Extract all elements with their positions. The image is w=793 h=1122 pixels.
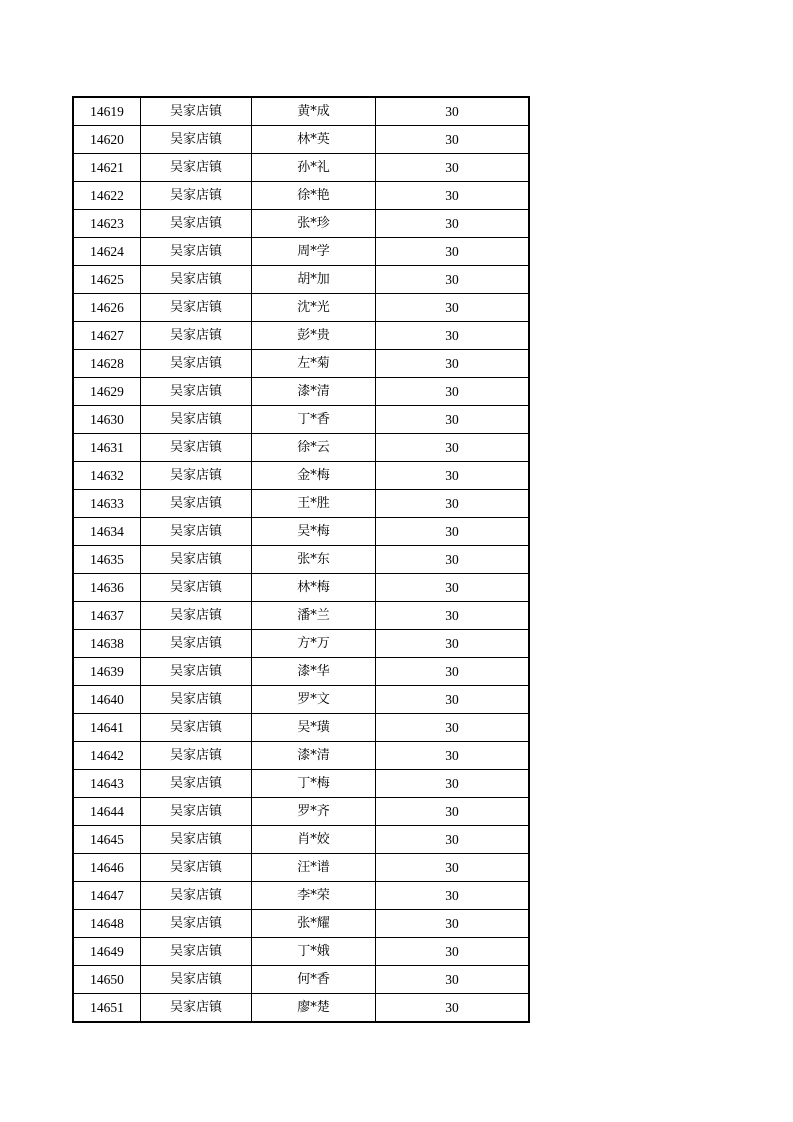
person-name-cell: 漆*华 bbox=[252, 658, 376, 686]
table-row bbox=[73, 294, 529, 322]
table-row bbox=[73, 854, 529, 882]
amount-cell: 30 bbox=[376, 854, 530, 882]
person-name-cell: 左*菊 bbox=[252, 350, 376, 378]
town-cell: 吴家店镇 bbox=[141, 322, 252, 350]
amount-cell: 30 bbox=[376, 210, 530, 238]
row-id-cell: 14620 bbox=[73, 126, 141, 154]
town-cell: 吴家店镇 bbox=[141, 798, 252, 826]
amount-cell: 30 bbox=[376, 350, 530, 378]
row-id-cell: 14622 bbox=[73, 182, 141, 210]
amount-cell: 30 bbox=[376, 798, 530, 826]
amount-cell: 30 bbox=[376, 966, 530, 994]
amount-cell: 30 bbox=[376, 266, 530, 294]
town-cell: 吴家店镇 bbox=[141, 602, 252, 630]
amount-cell: 30 bbox=[376, 658, 530, 686]
table-row bbox=[73, 574, 529, 602]
person-name-cell: 黄*成 bbox=[252, 97, 376, 126]
amount-cell: 30 bbox=[376, 238, 530, 266]
data-table bbox=[72, 96, 530, 1023]
amount-cell: 30 bbox=[376, 910, 530, 938]
table-row bbox=[73, 266, 529, 294]
town-cell: 吴家店镇 bbox=[141, 434, 252, 462]
person-name-cell: 漆*清 bbox=[252, 742, 376, 770]
row-id-cell: 14641 bbox=[73, 714, 141, 742]
town-cell: 吴家店镇 bbox=[141, 686, 252, 714]
row-id-cell: 14624 bbox=[73, 238, 141, 266]
row-id-cell: 14651 bbox=[73, 994, 141, 1023]
town-cell: 吴家店镇 bbox=[141, 826, 252, 854]
person-name-cell: 吴*梅 bbox=[252, 518, 376, 546]
amount-cell: 30 bbox=[376, 182, 530, 210]
row-id-cell: 14621 bbox=[73, 154, 141, 182]
row-id-cell: 14645 bbox=[73, 826, 141, 854]
table-row bbox=[73, 966, 529, 994]
town-cell: 吴家店镇 bbox=[141, 238, 252, 266]
row-id-cell: 14626 bbox=[73, 294, 141, 322]
table-row bbox=[73, 182, 529, 210]
table-row bbox=[73, 518, 529, 546]
row-id-cell: 14643 bbox=[73, 770, 141, 798]
row-id-cell: 14633 bbox=[73, 490, 141, 518]
person-name-cell: 金*梅 bbox=[252, 462, 376, 490]
person-name-cell: 徐*艳 bbox=[252, 182, 376, 210]
amount-cell: 30 bbox=[376, 546, 530, 574]
person-name-cell: 孙*礼 bbox=[252, 154, 376, 182]
town-cell: 吴家店镇 bbox=[141, 742, 252, 770]
person-name-cell: 李*荣 bbox=[252, 882, 376, 910]
table-row bbox=[73, 126, 529, 154]
town-cell: 吴家店镇 bbox=[141, 574, 252, 602]
amount-cell: 30 bbox=[376, 686, 530, 714]
row-id-cell: 14623 bbox=[73, 210, 141, 238]
amount-cell: 30 bbox=[376, 126, 530, 154]
row-id-cell: 14650 bbox=[73, 966, 141, 994]
amount-cell: 30 bbox=[376, 294, 530, 322]
amount-cell: 30 bbox=[376, 770, 530, 798]
person-name-cell: 何*香 bbox=[252, 966, 376, 994]
amount-cell: 30 bbox=[376, 97, 530, 126]
row-id-cell: 14644 bbox=[73, 798, 141, 826]
town-cell: 吴家店镇 bbox=[141, 406, 252, 434]
amount-cell: 30 bbox=[376, 490, 530, 518]
table-body bbox=[73, 97, 529, 1022]
row-id-cell: 14630 bbox=[73, 406, 141, 434]
row-id-cell: 14625 bbox=[73, 266, 141, 294]
table-row bbox=[73, 602, 529, 630]
table-row bbox=[73, 378, 529, 406]
amount-cell: 30 bbox=[376, 462, 530, 490]
table-row bbox=[73, 686, 529, 714]
town-cell: 吴家店镇 bbox=[141, 770, 252, 798]
table-row bbox=[73, 154, 529, 182]
table-row bbox=[73, 826, 529, 854]
person-name-cell: 丁*梅 bbox=[252, 770, 376, 798]
table-row bbox=[73, 742, 529, 770]
town-cell: 吴家店镇 bbox=[141, 462, 252, 490]
row-id-cell: 14646 bbox=[73, 854, 141, 882]
person-name-cell: 汪*谱 bbox=[252, 854, 376, 882]
person-name-cell: 罗*齐 bbox=[252, 798, 376, 826]
person-name-cell: 徐*云 bbox=[252, 434, 376, 462]
table-row bbox=[73, 350, 529, 378]
amount-cell: 30 bbox=[376, 882, 530, 910]
row-id-cell: 14648 bbox=[73, 910, 141, 938]
table-row bbox=[73, 714, 529, 742]
town-cell: 吴家店镇 bbox=[141, 266, 252, 294]
town-cell: 吴家店镇 bbox=[141, 378, 252, 406]
row-id-cell: 14636 bbox=[73, 574, 141, 602]
table-row bbox=[73, 490, 529, 518]
person-name-cell: 潘*兰 bbox=[252, 602, 376, 630]
town-cell: 吴家店镇 bbox=[141, 154, 252, 182]
table-row bbox=[73, 406, 529, 434]
town-cell: 吴家店镇 bbox=[141, 546, 252, 574]
table-row bbox=[73, 938, 529, 966]
table-row bbox=[73, 210, 529, 238]
table-row bbox=[73, 770, 529, 798]
amount-cell: 30 bbox=[376, 994, 530, 1023]
town-cell: 吴家店镇 bbox=[141, 714, 252, 742]
person-name-cell: 方*万 bbox=[252, 630, 376, 658]
table-row bbox=[73, 546, 529, 574]
person-name-cell: 林*英 bbox=[252, 126, 376, 154]
town-cell: 吴家店镇 bbox=[141, 210, 252, 238]
person-name-cell: 廖*楚 bbox=[252, 994, 376, 1023]
row-id-cell: 14627 bbox=[73, 322, 141, 350]
amount-cell: 30 bbox=[376, 602, 530, 630]
amount-cell: 30 bbox=[376, 742, 530, 770]
row-id-cell: 14638 bbox=[73, 630, 141, 658]
person-name-cell: 胡*加 bbox=[252, 266, 376, 294]
town-cell: 吴家店镇 bbox=[141, 658, 252, 686]
town-cell: 吴家店镇 bbox=[141, 518, 252, 546]
row-id-cell: 14642 bbox=[73, 742, 141, 770]
person-name-cell: 张*东 bbox=[252, 546, 376, 574]
amount-cell: 30 bbox=[376, 714, 530, 742]
amount-cell: 30 bbox=[376, 154, 530, 182]
person-name-cell: 丁*香 bbox=[252, 406, 376, 434]
row-id-cell: 14619 bbox=[73, 97, 141, 126]
amount-cell: 30 bbox=[376, 378, 530, 406]
person-name-cell: 张*耀 bbox=[252, 910, 376, 938]
town-cell: 吴家店镇 bbox=[141, 182, 252, 210]
town-cell: 吴家店镇 bbox=[141, 966, 252, 994]
row-id-cell: 14631 bbox=[73, 434, 141, 462]
town-cell: 吴家店镇 bbox=[141, 882, 252, 910]
person-name-cell: 彭*贵 bbox=[252, 322, 376, 350]
person-name-cell: 张*珍 bbox=[252, 210, 376, 238]
row-id-cell: 14639 bbox=[73, 658, 141, 686]
table-row bbox=[73, 238, 529, 266]
person-name-cell: 漆*清 bbox=[252, 378, 376, 406]
town-cell: 吴家店镇 bbox=[141, 490, 252, 518]
person-name-cell: 王*胜 bbox=[252, 490, 376, 518]
amount-cell: 30 bbox=[376, 406, 530, 434]
table-row bbox=[73, 658, 529, 686]
amount-cell: 30 bbox=[376, 826, 530, 854]
row-id-cell: 14628 bbox=[73, 350, 141, 378]
amount-cell: 30 bbox=[376, 518, 530, 546]
town-cell: 吴家店镇 bbox=[141, 630, 252, 658]
amount-cell: 30 bbox=[376, 574, 530, 602]
amount-cell: 30 bbox=[376, 630, 530, 658]
table-row bbox=[73, 910, 529, 938]
person-name-cell: 林*梅 bbox=[252, 574, 376, 602]
person-name-cell: 沈*光 bbox=[252, 294, 376, 322]
table-row bbox=[73, 882, 529, 910]
row-id-cell: 14632 bbox=[73, 462, 141, 490]
person-name-cell: 周*学 bbox=[252, 238, 376, 266]
amount-cell: 30 bbox=[376, 322, 530, 350]
town-cell: 吴家店镇 bbox=[141, 97, 252, 126]
town-cell: 吴家店镇 bbox=[141, 994, 252, 1023]
table-row bbox=[73, 798, 529, 826]
person-name-cell: 肖*姣 bbox=[252, 826, 376, 854]
row-id-cell: 14629 bbox=[73, 378, 141, 406]
row-id-cell: 14634 bbox=[73, 518, 141, 546]
town-cell: 吴家店镇 bbox=[141, 938, 252, 966]
town-cell: 吴家店镇 bbox=[141, 350, 252, 378]
person-name-cell: 吴*璜 bbox=[252, 714, 376, 742]
person-name-cell: 罗*文 bbox=[252, 686, 376, 714]
table-row bbox=[73, 994, 529, 1023]
table-row bbox=[73, 97, 529, 126]
town-cell: 吴家店镇 bbox=[141, 126, 252, 154]
row-id-cell: 14635 bbox=[73, 546, 141, 574]
amount-cell: 30 bbox=[376, 938, 530, 966]
table-row bbox=[73, 462, 529, 490]
town-cell: 吴家店镇 bbox=[141, 910, 252, 938]
town-cell: 吴家店镇 bbox=[141, 854, 252, 882]
table-row bbox=[73, 630, 529, 658]
row-id-cell: 14647 bbox=[73, 882, 141, 910]
table-row bbox=[73, 434, 529, 462]
row-id-cell: 14649 bbox=[73, 938, 141, 966]
row-id-cell: 14637 bbox=[73, 602, 141, 630]
town-cell: 吴家店镇 bbox=[141, 294, 252, 322]
row-id-cell: 14640 bbox=[73, 686, 141, 714]
person-name-cell: 丁*娥 bbox=[252, 938, 376, 966]
amount-cell: 30 bbox=[376, 434, 530, 462]
table-row bbox=[73, 322, 529, 350]
